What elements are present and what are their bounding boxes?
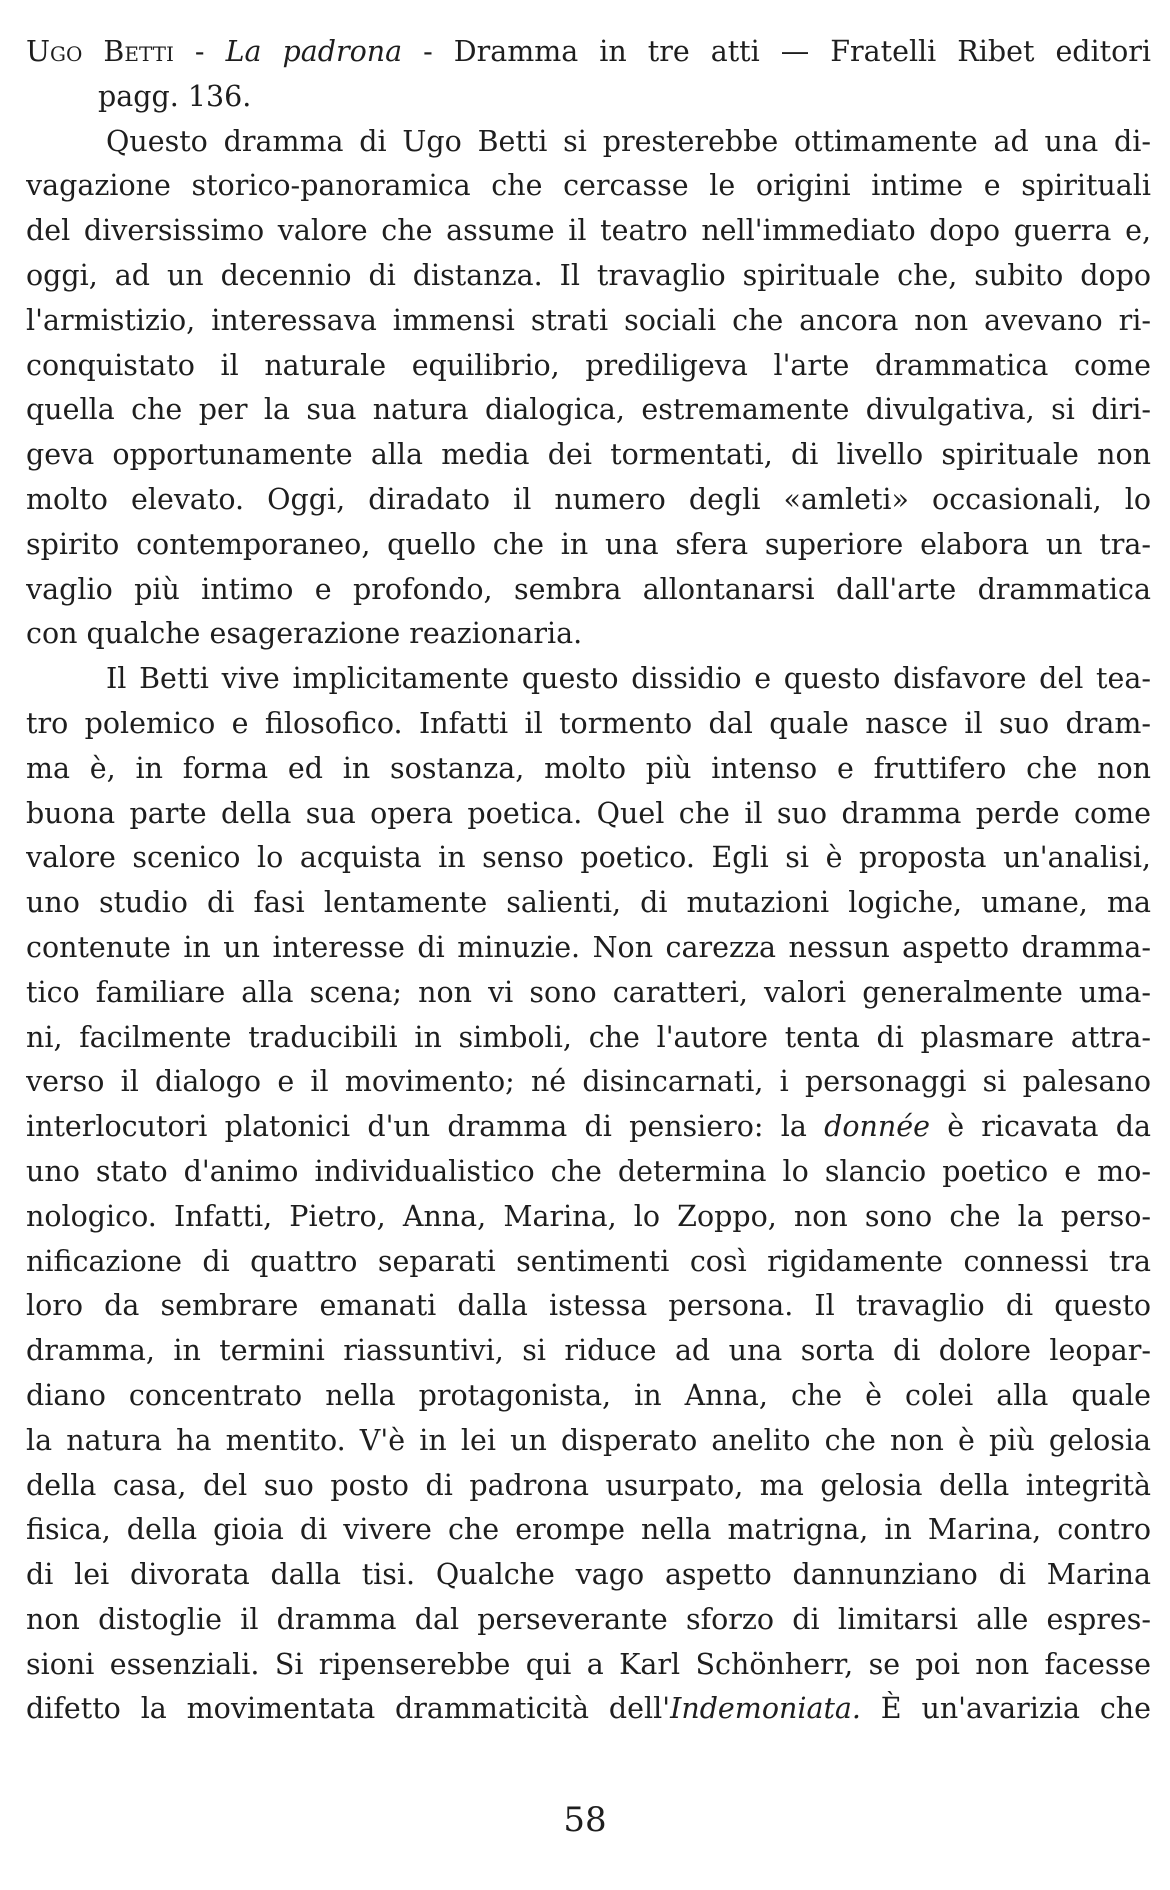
body-line xyxy=(26,1687,1151,1732)
body-line: oggi, ad un decennio di distanza. Il travaglio spirituale che, subito dopo xyxy=(26,258,1151,292)
body-line: Questo dramma di Ugo Betti si presterebbe ottimamente ad una di- xyxy=(106,124,1151,158)
body-line: non distoglie il dramma dal perseverante sforzo di limitarsi alle espres- xyxy=(26,1602,1151,1636)
body-line: spirito contemporaneo, quello che in una sfera superiore elabora un tra- xyxy=(26,527,1151,561)
page-number: 58 xyxy=(563,1800,607,1840)
body-line: verso il dialogo e il movimento; né disincarnati, i personaggi si palesano xyxy=(26,1065,1151,1099)
body-line: di lei divorata dalla tisi. Qualche vago aspetto dannunziano di Marina xyxy=(26,1558,1151,1592)
body-line: ma è, in forma ed in sostanza, molto più intenso e fruttifero che non xyxy=(26,751,1151,785)
body-text: è ricavata da xyxy=(929,1110,1151,1144)
author-name: Ugo Betti xyxy=(26,35,174,68)
body-line: uno studio di fasi lentamente salienti, di mutazioni logiche, umane, ma xyxy=(26,886,1151,920)
italic-donnee: donnée xyxy=(824,1110,930,1144)
body-line: vaglio più intimo e profondo, sembra allontanarsi dall'arte drammatica xyxy=(26,572,1151,606)
publication-info: Dramma in tre atti — Fratelli Ribet editori xyxy=(453,35,1151,68)
body-line: uno stato d'animo individualistico che determina lo slancio poetico e mo- xyxy=(26,1154,1151,1188)
heading-separator: - xyxy=(402,35,454,68)
body-line: contenute in un interesse di minuzie. Non carezza nessun aspetto dramma- xyxy=(26,930,1151,964)
body-line: tico familiare alla scena; non vi sono caratteri, valori generalmente uma- xyxy=(26,975,1151,1009)
body-line: dramma, in termini riassuntivi, si riduce ad una sorta di dolore leopar- xyxy=(26,1334,1151,1368)
work-title: La padrona xyxy=(225,35,403,68)
body-line: ni, facilmente traducibili in simboli, che l'autore tenta di plasmare attra- xyxy=(26,1020,1151,1054)
italic-indemoniata: Indemoniata. xyxy=(670,1692,861,1726)
body-text: interlocutori platonici d'un dramma di pensiero: la xyxy=(26,1110,825,1144)
body-line: nologico. Infatti, Pietro, Anna, Marina, lo Zoppo, non sono che la perso- xyxy=(26,1199,1151,1233)
body-line: geva opportunamente alla media dei tormentati, di livello spirituale non xyxy=(26,438,1151,472)
body-line: quella che per la sua natura dialogica, estremamente divulgativa, si diri- xyxy=(26,393,1151,427)
body-text: difetto la movimentata drammaticità dell' xyxy=(26,1692,671,1726)
body-line: valore scenico lo acquista in senso poetico. Egli si è proposta un'analisi, xyxy=(26,841,1151,875)
body-line: vagazione storico-panoramica che cercasse le origini intime e spirituali xyxy=(26,169,1151,203)
body-line: loro da sembrare emanati dalla istessa persona. Il travaglio di questo xyxy=(26,1289,1151,1323)
heading-separator: - xyxy=(173,35,226,68)
body-line: buona parte della sua opera poetica. Quel che il suo dramma perde come xyxy=(26,796,1151,830)
body-line xyxy=(26,1105,1151,1150)
body-line: molto elevato. Oggi, diradato il numero degli «amleti» occasionali, lo xyxy=(26,482,1151,516)
body-line: Il Betti vive implicitamente questo dissidio e questo disfavore del tea- xyxy=(106,662,1151,696)
body-line: conquistato il naturale equilibrio, prediligeva l'arte drammatica come xyxy=(26,348,1151,382)
body-line: la natura ha mentito. V'è in lei un disperato anelito che non è più gelosia xyxy=(26,1423,1151,1457)
body-text: È un'avarizia che xyxy=(860,1692,1151,1726)
document-page xyxy=(26,30,1151,1732)
body-line: con qualche esagerazione reazionaria. xyxy=(26,617,583,651)
body-line: tro polemico e filosofico. Infatti il tormento dal quale nasce il suo dram- xyxy=(26,706,1151,740)
review-heading xyxy=(26,30,1151,75)
body-line: nificazione di quattro separati sentimenti così rigidamente connessi tra xyxy=(26,1244,1151,1278)
body-line: fisica, della gioia di vivere che erompe nella matrigna, in Marina, contro xyxy=(26,1513,1151,1547)
page-count: pagg. 136. xyxy=(98,79,252,113)
body-line: diano concentrato nella protagonista, in Anna, che è colei alla quale xyxy=(26,1378,1151,1412)
body-line: del diversissimo valore che assume il teatro nell'immediato dopo guerra e, xyxy=(26,214,1151,248)
body-line: l'armistizio, interessava immensi strati sociali che ancora non avevano ri- xyxy=(26,303,1151,337)
body-line: della casa, del suo posto di padrona usurpato, ma gelosia della integrità xyxy=(26,1468,1151,1502)
body-line: sioni essenziali. Si ripenserebbe qui a Karl Schönherr, se poi non facesse xyxy=(26,1647,1151,1681)
